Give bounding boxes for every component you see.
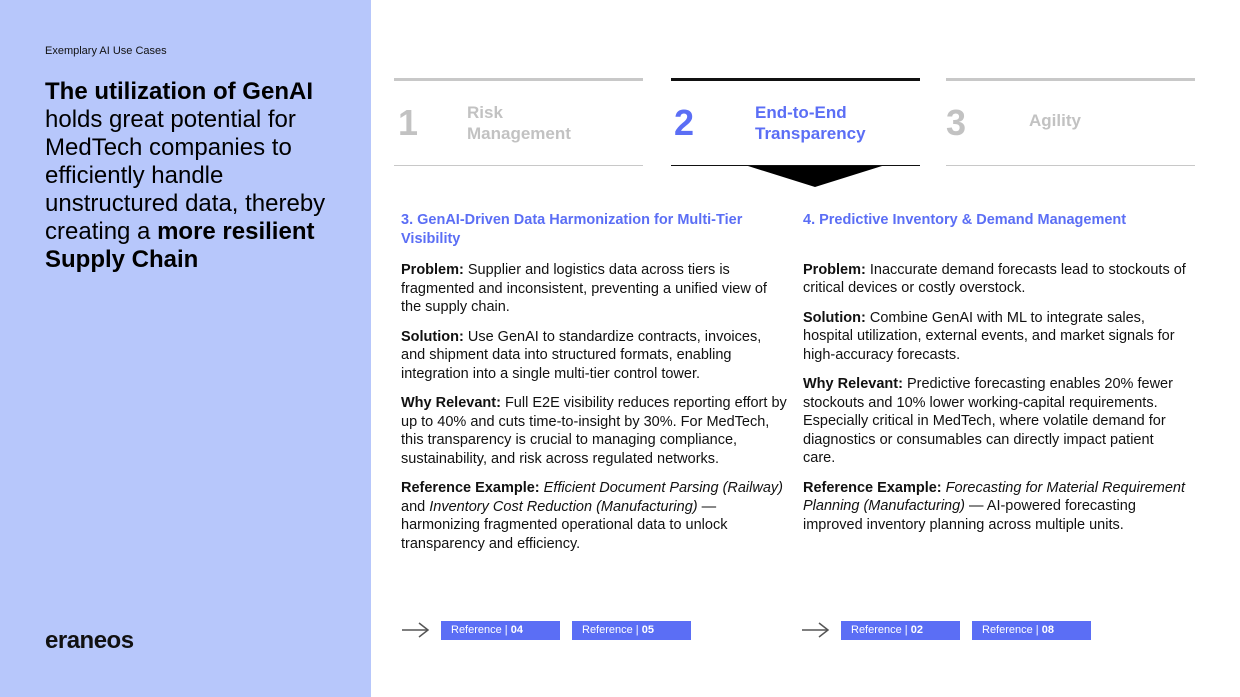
why-relevant-text: Predictive forecasting enables 20% fewer stockouts and 10% lower working-capital requirements. Especially critical in MedTech, where volatile demand for diagnostics or consumables can directly impact patient care. (803, 376, 1173, 466)
reference-button-05[interactable] (572, 621, 691, 640)
problem-paragraph (803, 261, 1189, 298)
use-case-title: 4. Predictive Inventory & Demand Management (803, 212, 1127, 228)
problem-label: Problem: (803, 261, 866, 278)
solution-paragraph (401, 328, 787, 384)
tab-label (755, 102, 866, 144)
eyebrow-label: Exemplary AI Use Cases (45, 45, 167, 57)
sidebar (0, 0, 371, 697)
solution-label: Solution: (401, 328, 464, 345)
reference-example-title-1: Efficient Document Parsing (Railway) (543, 480, 783, 496)
tab-top-line (394, 78, 643, 81)
reference-prefix: Reference | (982, 623, 1042, 636)
tab-top-line (671, 78, 920, 81)
tab-label-line2: Management (467, 124, 571, 143)
reference-example-title-1: Forecasting for Material Requirement Planning (Manufacturing) (803, 479, 1186, 514)
tab-end-to-end-transparency[interactable] (671, 78, 920, 166)
why-relevant-label: Why Relevant: (803, 376, 903, 392)
reference-number: 02 (910, 623, 923, 636)
reference-number: 05 (641, 623, 654, 636)
solution-text: Use GenAI to standardize contracts, invoices, and shipment data into structured formats, enabling integration into a single multi-tier control tower. (401, 328, 762, 382)
reference-example-and: and (401, 498, 430, 515)
active-tab-pointer (748, 166, 882, 187)
reference-button-02[interactable] (841, 621, 960, 640)
reference-example-paragraph (803, 479, 1189, 535)
headline-bold-end: more resilient Supply Chain (45, 218, 315, 273)
tab-risk-management[interactable] (394, 78, 643, 166)
tab-number: 1 (398, 102, 419, 143)
tab-label-line1: Agility (1029, 111, 1081, 130)
reference-example-text: — harmonizing fragmented operational data to unlock transparency and efficiency. (401, 498, 728, 552)
tab-label (467, 102, 571, 144)
tab-bottom-line (946, 165, 1195, 166)
headline-bold-start: The utilization of GenAI (45, 78, 313, 105)
reference-example-label: Reference Example: (803, 479, 942, 496)
tab-agility[interactable] (946, 78, 1195, 166)
headline-body: holds great potential for MedTech companies to efficiently handle unstructured data, thereby creating a (45, 106, 326, 245)
why-relevant-text: Full E2E visibility reduces reporting effort by up to 40% and cuts time-to-insight by 30%. For MedTech, this transparency is crucial to managing compliance, sustainability, and risk across regulated networks. (401, 395, 787, 467)
tab-label-line1: Risk (467, 103, 503, 122)
reference-prefix: Reference | (851, 623, 911, 636)
problem-text: Supplier and logistics data across tiers is fragmented and inconsistent, preventing a unified view of the supply chain. (401, 262, 767, 315)
reference-example-label: Reference Example: (401, 480, 540, 496)
why-relevant-paragraph (401, 394, 787, 468)
arrow-right-icon (801, 620, 831, 640)
reference-prefix: Reference | (451, 623, 511, 636)
tab-top-line (946, 78, 1195, 81)
reference-number: 04 (510, 623, 523, 636)
headline (45, 78, 350, 274)
tab-label-line1: End-to-End (755, 103, 847, 122)
reference-example-text: — AI-powered forecasting improved inventory planning across multiple units. (803, 498, 1136, 533)
tab-number: 2 (674, 102, 695, 143)
tab-number: 3 (946, 102, 967, 143)
reference-example-title-2: Inventory Cost Reduction (Manufacturing) (429, 498, 698, 515)
arrow-right-icon (401, 620, 431, 640)
use-case-card-3 (401, 211, 787, 564)
reference-example-paragraph (401, 479, 787, 553)
tab-bottom-line (394, 165, 643, 166)
problem-label: Problem: (401, 262, 464, 278)
solution-label: Solution: (803, 309, 866, 326)
solution-paragraph (803, 309, 1189, 365)
reference-button-08[interactable] (972, 621, 1091, 640)
problem-paragraph (401, 261, 787, 317)
use-case-card-4 (803, 211, 1189, 545)
reference-row-4 (801, 620, 1103, 640)
tab-label-line2: Transparency (755, 124, 866, 143)
why-relevant-paragraph (803, 375, 1189, 468)
reference-prefix: Reference | (582, 623, 642, 636)
reference-number: 08 (1041, 623, 1054, 636)
reference-button-04[interactable] (441, 621, 560, 640)
problem-text: Inaccurate demand forecasts lead to stockouts of critical devices or costly overstock. (803, 261, 1186, 296)
tab-label (1029, 110, 1081, 131)
use-case-title: 3. GenAI-Driven Data Harmonization for Multi-Tier Visibility (401, 212, 743, 247)
why-relevant-label: Why Relevant: (401, 395, 501, 411)
solution-text: Combine GenAI with ML to integrate sales, hospital utilization, external events, and market signals for high-accuracy forecasts. (803, 309, 1175, 363)
reference-row-3 (401, 620, 703, 640)
eraneos-logo: eraneos (45, 627, 134, 654)
